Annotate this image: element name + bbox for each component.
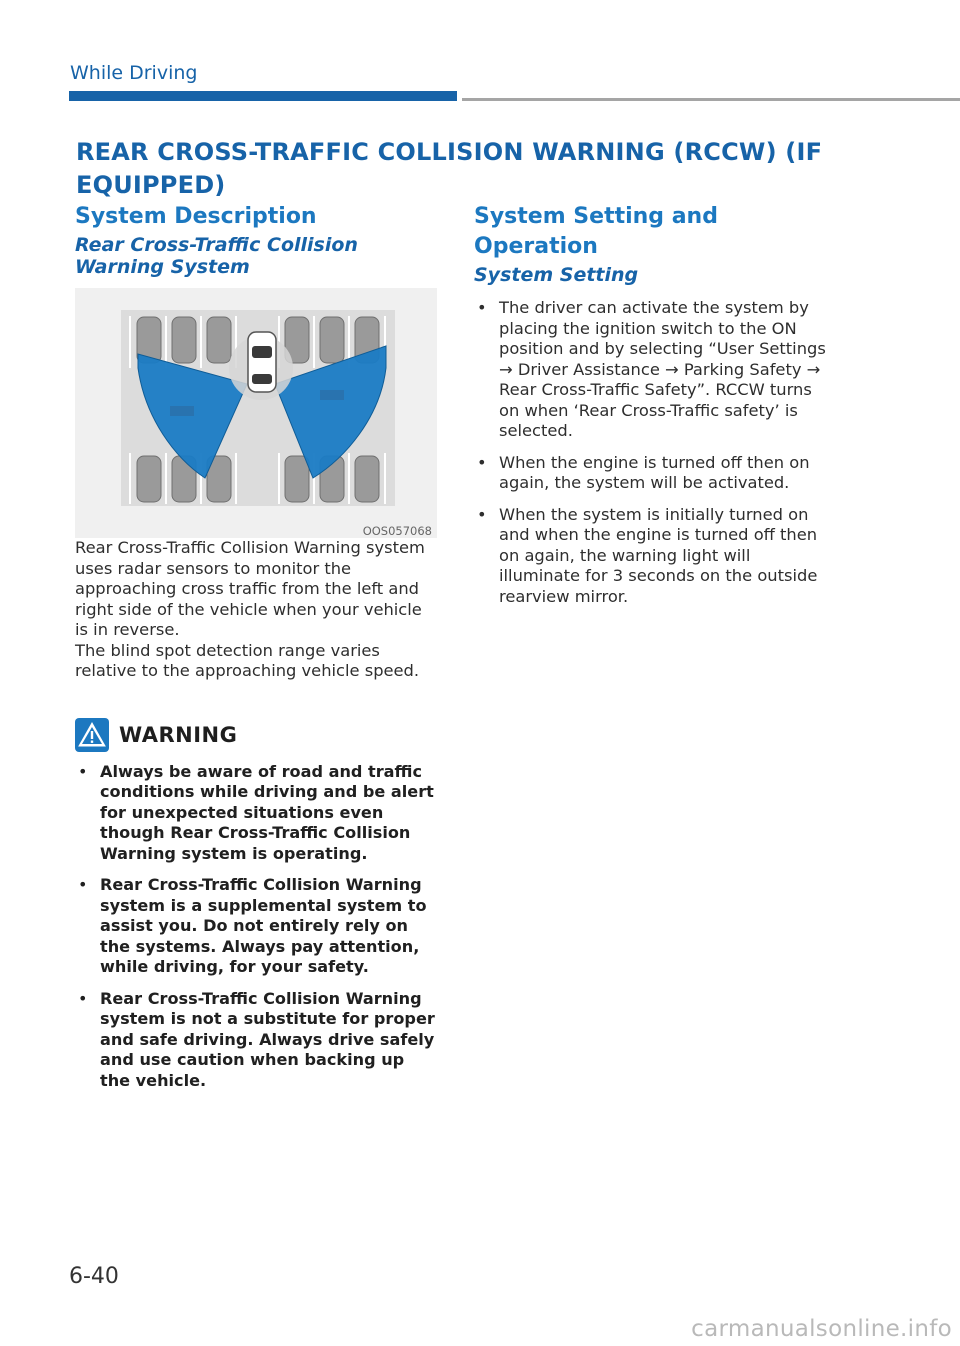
setting-list xyxy=(474,298,836,607)
description-paragraph-1: Rear Cross-Traffic Collision Warning system uses radar sensors to monitor the approaching cross traffic from the left and right side of the vehicle when your vehicle is in reverse. xyxy=(75,538,425,639)
figure-caption: OOS057068 xyxy=(362,524,432,538)
left-column xyxy=(75,202,437,1102)
warning-item: • Rear Cross-Traffic Collision Warning system is a supplemental system to assist you. Do not entirely rely on the systems. Always pay attention, while driving, for your safety. xyxy=(78,875,427,976)
description-paragraph-2: The blind spot detection range varies relative to the approaching vehicle speed. xyxy=(75,640,420,680)
list-item: • When the engine is turned off then on again, the system will be activated. xyxy=(477,452,810,492)
parking-lot-diagram xyxy=(75,288,437,538)
rccw-subheading: Rear Cross-Traffic Collision Warning System xyxy=(75,234,358,278)
list-item: • When the system is initially turned on and when the engine is turned off then on again, the warning light will illuminate for 3 seconds on the outside rearview mirror. xyxy=(477,504,818,606)
warning-header xyxy=(75,718,437,752)
section-label: While Driving xyxy=(70,62,198,84)
list-item: • The driver can activate the system by placing the ignition switch to the ON position and by selecting “User Settings → Driver Assistance → Parking Safety → Rear Cross-Traffic Safety”. RCCW turns on when ‘Rear Cross-Traffic safety’ is selected. xyxy=(477,298,826,440)
warning-list xyxy=(75,762,437,1092)
page-number: 6-40 xyxy=(69,1264,119,1289)
system-setting-subheading: System Setting xyxy=(474,264,639,286)
rccw-illustration xyxy=(75,288,437,538)
watermark: carmanualsonline.info xyxy=(691,1316,952,1342)
warning-title: WARNING xyxy=(119,722,238,747)
system-description-heading: System Description xyxy=(75,204,317,229)
system-setting-heading: System Setting and Operation xyxy=(474,204,718,259)
right-column xyxy=(474,202,836,618)
warning-triangle-icon xyxy=(75,718,109,752)
warning-box xyxy=(75,718,437,1092)
page-title: REAR CROSS-TRAFFIC COLLISION WARNING (RCCW) (IF EQUIPPED) xyxy=(76,138,823,199)
warning-item: • Always be aware of road and traffic conditions while driving and be alert for unexpected situations even though Rear Cross-Traffic Collision Warning system is operating. xyxy=(78,761,434,863)
warning-item: • Rear Cross-Traffic Collision Warning system is not a substitute for proper and safe driving. Always drive safely and use caution when backing up the vehicle. xyxy=(78,988,435,1090)
header-rule xyxy=(462,98,960,101)
header-rule-accent xyxy=(69,91,457,101)
